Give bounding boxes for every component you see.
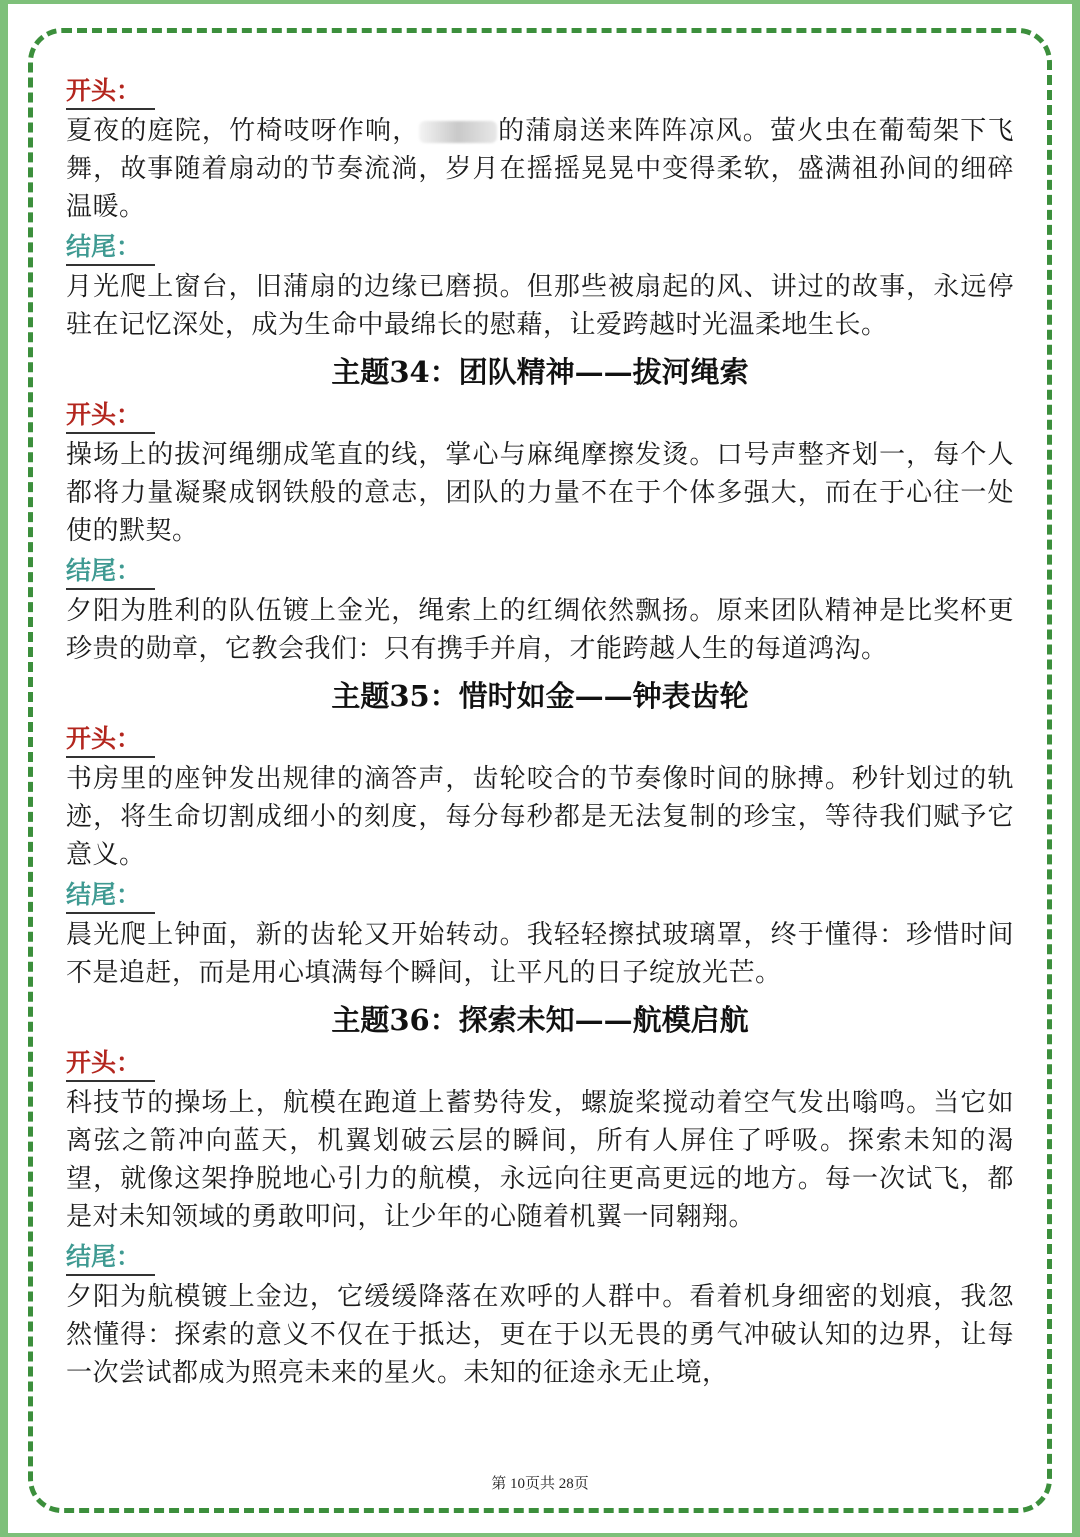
end-paragraph: 月光爬上窗台，旧蒲扇的边缘已磨损。但那些被扇起的风、讲过的故事，永远停驻在记忆深处，成为生命中最绵长的慰藉，让爱跨越时光温柔地生长。 — [66, 272, 1014, 340]
open-paragraph: 书房里的座钟发出规律的滴答声，齿轮咬合的节奏像时间的脉搏。秒针划过的轨迹，将生命切割成细小的刻度，每分每秒都是无法复制的珍宝，等待我们赋予它意义。 — [66, 764, 1014, 870]
open-paragraph: 操场上的拔河绳绷成笔直的线，掌心与麻绳摩擦发烫。口号声整齐划一，每个人都将力量凝聚成钢铁般的意志，团队的力量不在于个体多强大，而在于心往一处使的默契。 — [66, 440, 1014, 546]
topic-title: 主题36：探索未知——航模启航 — [331, 1003, 749, 1037]
open-label: 开头： — [66, 722, 155, 758]
blurred-text — [419, 121, 497, 143]
end-label: 结尾： — [66, 554, 155, 590]
open-label: 开头： — [66, 1046, 155, 1082]
open-label: 开头： — [66, 398, 155, 434]
page-number: 第 10页共 28页 — [491, 1476, 589, 1492]
open-text-rest: 的蒲扇送来阵阵凉风。萤火虫在葡萄架下飞舞，故事随着扇动的节奏流淌，岁月在摇摇晃晃中变得柔软，盛满祖孙间的细碎温暖。 — [66, 116, 1014, 222]
section-34 — [66, 350, 1014, 668]
end-paragraph: 夕阳为航模镀上金边，它缓缓降落在欢呼的人群中。看着机身细密的划痕，我忽然懂得：探索的意义不仅在于抵达，更在于以无畏的勇气冲破认知的边界，让每一次尝试都成为照亮未来的星火。未知的征途永无止境， — [66, 1282, 1014, 1388]
open-label: 开头： — [66, 74, 155, 110]
open-text: 夏夜的庭院，竹椅吱呀作响， — [66, 116, 420, 146]
end-paragraph: 晨光爬上钟面，新的齿轮又开始转动。我轻轻擦拭玻璃罩，终于懂得：珍惜时间不是追赶，而是用心填满每个瞬间，让平凡的日子绽放光芒。 — [66, 920, 1014, 988]
open-paragraph — [66, 112, 1014, 226]
document-content — [66, 74, 1014, 1396]
end-label: 结尾： — [66, 878, 155, 914]
section-36 — [66, 998, 1014, 1392]
end-paragraph: 夕阳为胜利的队伍镀上金光，绳索上的红绸依然飘扬。原来团队精神是比奖杯更珍贵的勋章，它教会我们：只有携手并肩，才能跨越人生的每道鸿沟。 — [66, 596, 1014, 664]
section-33 — [66, 74, 1014, 344]
open-paragraph: 科技节的操场上，航模在跑道上蓄势待发，螺旋桨搅动着空气发出嗡鸣。当它如离弦之箭冲向蓝天，机翼划破云层的瞬间，所有人屏住了呼吸。探索未知的渴望，就像这架挣脱地心引力的航模，永远向往更高更远的地方。每一次试飞，都是对未知领域的勇敢叩问，让少年的心随着机翼一同翱翔。 — [66, 1088, 1014, 1232]
end-label: 结尾： — [66, 230, 155, 266]
topic-title: 主题35：惜时如金——钟表齿轮 — [331, 679, 749, 713]
end-label: 结尾： — [66, 1240, 155, 1276]
topic-title: 主题34：团队精神——拔河绳索 — [331, 355, 749, 389]
section-35 — [66, 674, 1014, 992]
